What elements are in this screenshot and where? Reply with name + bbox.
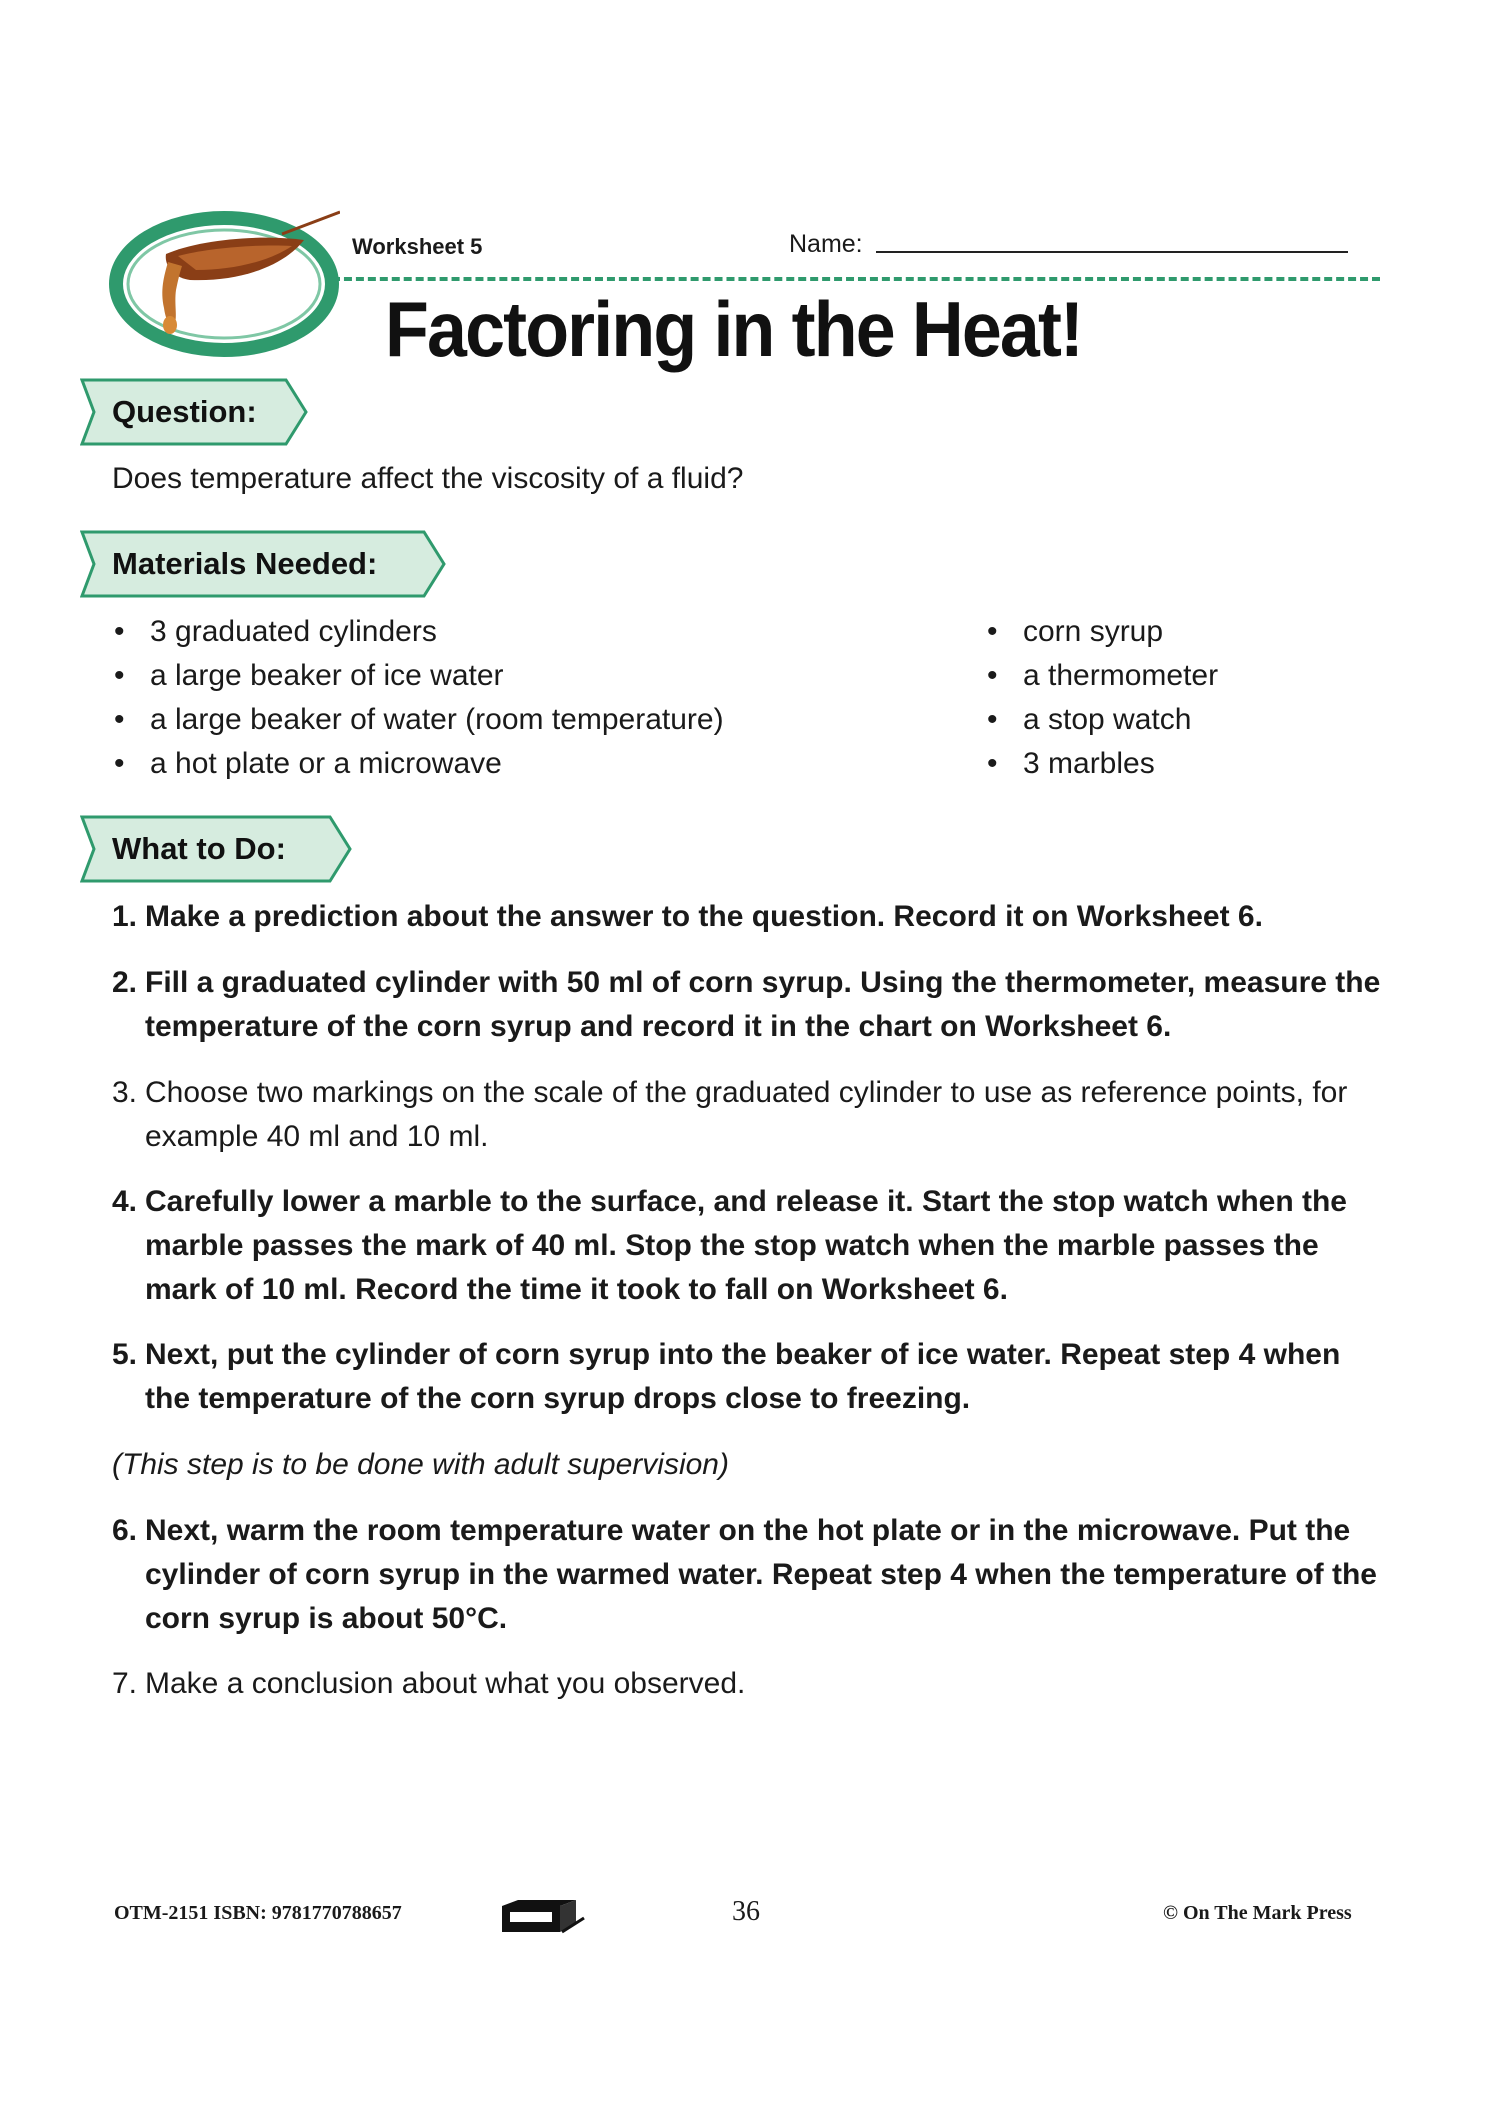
- header-dashed-rule: [332, 277, 1380, 281]
- step-number: 1.: [112, 900, 138, 933]
- step-text: Carefully lower a marble to the surface, and release it. Start the stop watch when the marble passes the mark of 40 ml. Stop the stop watch when the marble passes the mark of 10 ml. Record the time it took to fall on Worksheet 6.: [145, 1185, 1347, 1306]
- step-text: Next, put the cylinder of corn syrup into the beaker of ice water. Repeat step 4 when the temperature of the corn syrup drops close to freezing.: [145, 1338, 1341, 1415]
- supervision-note: (This step is to be done with adult supervision): [112, 1448, 729, 1481]
- step-6: [112, 1509, 1382, 1641]
- step-number: 6.: [112, 1514, 138, 1547]
- page-title: Factoring in the Heat!: [385, 285, 1083, 373]
- list-item: • a thermometer: [987, 654, 1218, 698]
- step-text: Choose two markings on the scale of the graduated cylinder to use as reference points, for example 40 ml and 10 ml.: [145, 1076, 1348, 1153]
- list-item: • a large beaker of water (room temperature): [114, 698, 724, 742]
- materials-list-right: [987, 610, 1218, 786]
- step-text: Make a prediction about the answer to the question. Record it on Worksheet 6.: [145, 900, 1263, 933]
- syrup-spoon-logo-icon: [108, 204, 340, 360]
- list-item: • a large beaker of ice water: [114, 654, 724, 698]
- step-number: 5.: [112, 1338, 138, 1371]
- worksheet-label: Worksheet 5: [352, 234, 483, 259]
- page-number: 36: [732, 1896, 760, 1927]
- list-item: • a stop watch: [987, 698, 1218, 742]
- name-label: Name:: [789, 230, 863, 258]
- step-3: [112, 1071, 1382, 1159]
- list-item: • 3 graduated cylinders: [114, 610, 724, 654]
- step-7: [112, 1662, 1382, 1706]
- list-item: • a hot plate or a microwave: [114, 742, 724, 786]
- footer-copyright: © On The Mark Press: [1163, 1902, 1352, 1924]
- materials-tag-label: Materials Needed:: [112, 546, 378, 581]
- step-text: Make a conclusion about what you observed.: [145, 1667, 746, 1700]
- materials-tag: [80, 530, 446, 598]
- what-to-do-tag: [80, 815, 352, 883]
- footer-code-isbn: OTM-2151 ISBN: 9781770788657: [114, 1902, 402, 1924]
- list-item: • 3 marbles: [987, 742, 1218, 786]
- step-4: [112, 1180, 1382, 1312]
- name-field-line[interactable]: [876, 251, 1348, 253]
- list-item: • corn syrup: [987, 610, 1218, 654]
- step-1: [112, 895, 1382, 939]
- step-number: 2.: [112, 966, 138, 999]
- step-number: 7.: [112, 1667, 138, 1700]
- step-text: Fill a graduated cylinder with 50 ml of corn syrup. Using the thermometer, measure the temperature of the corn syrup and record it in the chart on Worksheet 6.: [145, 966, 1381, 1043]
- step-number: 3.: [112, 1076, 138, 1109]
- what-to-do-tag-label: What to Do:: [112, 831, 286, 866]
- materials-list-left: [114, 610, 724, 786]
- step-number: 4.: [112, 1185, 138, 1218]
- question-tag-label: Question:: [112, 394, 257, 429]
- question-tag: [80, 378, 308, 446]
- step-2: [112, 961, 1382, 1049]
- book-icon: [500, 1898, 586, 1936]
- step-5: [112, 1333, 1382, 1421]
- step-text: Next, warm the room temperature water on the hot plate or in the microwave. Put the cylinder of corn syrup in the warmed water. Repeat step 4 when the temperature of the corn syrup is about 50°C.: [145, 1514, 1377, 1635]
- question-text: Does temperature affect the viscosity of a fluid?: [112, 462, 744, 495]
